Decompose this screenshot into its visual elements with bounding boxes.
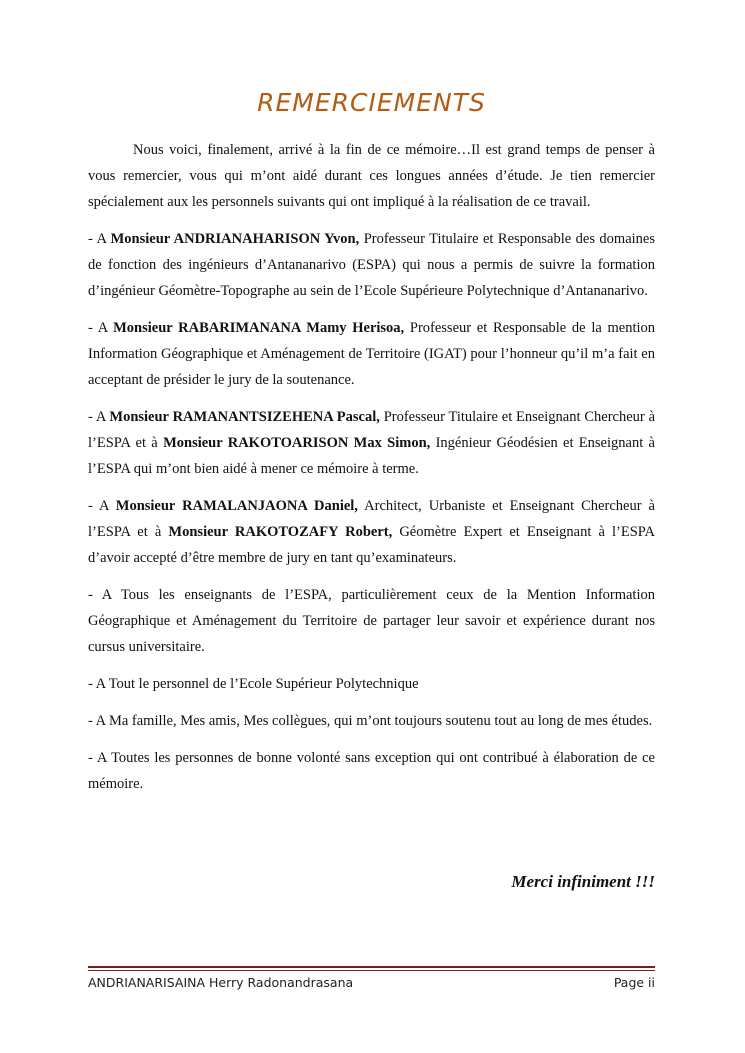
person-name: Monsieur RAKOTOZAFY Robert,	[168, 524, 393, 540]
intro-paragraph: Nous voici, finalement, arrivé à la fin de ce mémoire…Il est grand temps de penser à vous remercier, vous qui m’ont aidé durant ces longues années d’étude. Je tien remercier spécialement aux les personnels suivants qui ont impliqué à la réalisation de ce travail.	[88, 142, 655, 210]
page-footer	[88, 975, 655, 990]
footer-page-number: Page ii	[613, 975, 655, 990]
footer-rule-thin	[88, 970, 655, 971]
footer-rule-thick	[88, 966, 655, 968]
paragraph-text: Géomètre Expert et Enseignant à l’ESPA d’avoir accepté d’être membre de jury en tant qu’examinateurs.	[88, 524, 655, 566]
paragraph-text: Architect, Urbaniste et Enseignant Chercheur à l’ESPA et à	[88, 498, 655, 540]
person-name: Monsieur RAMALANJAONA Daniel,	[115, 498, 358, 514]
page-title: REMERCIEMENTS	[257, 88, 486, 117]
paragraph-prefix: - A	[88, 320, 114, 336]
thanks-paragraph-8: - A Toutes les personnes de bonne volonté sans exception qui ont contribué à élaboration de ce mémoire.	[88, 750, 655, 792]
thanks-paragraph-4	[88, 493, 655, 571]
thanks-paragraph-1	[88, 226, 655, 304]
closing-line: Merci infiniment !!!	[511, 872, 655, 891]
thanks-paragraph-2	[88, 315, 655, 393]
paragraph-prefix: - A	[88, 231, 111, 247]
paragraph-text: Ingénieur Géodésien et Enseignant à l’ESPA qui m’ont bien aidé à mener ce mémoire à terme.	[88, 435, 655, 477]
thanks-paragraph-7: - A Ma famille, Mes amis, Mes collègues, qui m’ont toujours soutenu tout au long de mes études.	[88, 713, 653, 729]
person-name: Monsieur ANDRIANAHARISON Yvon,	[110, 231, 360, 247]
thanks-paragraph-3	[88, 404, 655, 482]
paragraph-text: Professeur Titulaire et Enseignant Chercheur à l’ESPA et à	[88, 409, 656, 451]
person-name: Monsieur RAKOTOARISON Max Simon,	[163, 435, 431, 451]
paragraph-prefix: - A	[88, 498, 116, 514]
footer-author: ANDRIANARISAINA Herry Radonandrasana	[88, 975, 354, 990]
person-name: Monsieur RABARIMANANA Mamy Herisoa,	[113, 320, 405, 336]
thanks-paragraph-6: - A Tout le personnel de l’Ecole Supérieur Polytechnique	[88, 676, 419, 692]
paragraph-prefix: - A	[88, 409, 110, 425]
document-page	[88, 0, 655, 1053]
person-name: Monsieur RAMANANTSIZEHENA Pascal,	[109, 409, 380, 425]
acknowledgements-body	[88, 137, 655, 808]
thanks-paragraph-5: - A Tous les enseignants de l’ESPA, particulièrement ceux de la Mention Information Géographique et Aménagement du Territoire de partager leur savoir et expérience durant nos cursus universitaire.	[88, 587, 655, 655]
paragraph-text: Professeur et Responsable de la mention Information Géographique et Aménagement de Territoire (IGAT) pour l’honneur qu’il m’a fait en acceptant de présider le jury de la soutenance.	[88, 320, 655, 388]
paragraph-text: Professeur Titulaire et Responsable des domaines de fonction des ingénieurs d’Antananarivo (ESPA) qui nous a permis de suivre la formation d’ingénieur Géomètre-Topographe au sein de l’Ecole Supérieure Polytechnique d’Antananarivo.	[88, 231, 656, 299]
